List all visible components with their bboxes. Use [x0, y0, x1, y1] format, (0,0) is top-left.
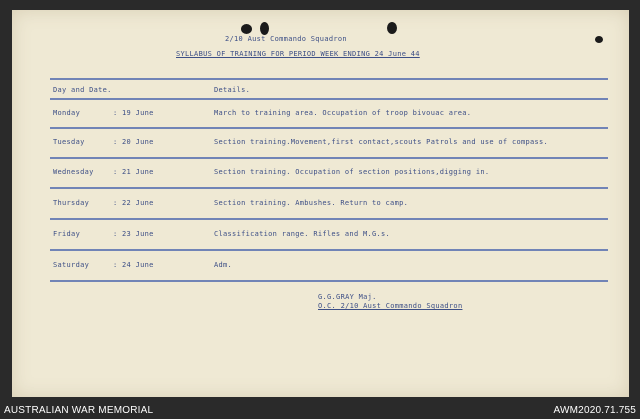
table-rule	[50, 127, 608, 129]
row-day: Saturday	[53, 261, 90, 269]
header-day-date: Day and Date.	[53, 86, 112, 94]
table-rule	[50, 218, 608, 220]
footer-institution: AUSTRALIAN WAR MEMORIAL	[4, 405, 154, 416]
document-subtitle: SYLLABUS OF TRAINING FOR PERIOD WEEK ENDING 24 June 44	[176, 50, 420, 58]
document-page	[12, 10, 629, 397]
row-day: Friday	[53, 230, 81, 238]
table-rule	[50, 98, 608, 100]
row-day: Tuesday	[53, 138, 85, 146]
row-details: Section training. Ambushes. Return to camp.	[214, 199, 409, 207]
signature-title: O.C. 2/10 Aust Commando Squadron	[318, 302, 463, 310]
header-details: Details.	[214, 86, 251, 94]
table-rule	[50, 280, 608, 282]
row-details: Classification range. Rifles and M.G.s.	[214, 230, 391, 238]
row-day: Monday	[53, 109, 81, 117]
punch-hole	[260, 22, 269, 35]
row-date: : 22 June	[113, 199, 154, 207]
punch-hole	[387, 22, 397, 34]
row-details: Section training.Movement,first contact,scouts Patrols and use of compass.	[214, 138, 549, 146]
row-details: Section training. Occupation of section positions,digging in.	[214, 168, 490, 176]
footer-catalogue-id: AWM2020.71.755	[553, 405, 636, 416]
row-date: : 20 June	[113, 138, 154, 146]
row-day: Wednesday	[53, 168, 94, 176]
row-details: Adm.	[214, 261, 233, 269]
punch-hole	[595, 36, 603, 43]
signature-name: G.G.GRAY Maj.	[318, 293, 377, 301]
row-date: : 23 June	[113, 230, 154, 238]
table-rule	[50, 78, 608, 80]
row-date: : 19 June	[113, 109, 154, 117]
row-date: : 21 June	[113, 168, 154, 176]
table-rule	[50, 187, 608, 189]
table-rule	[50, 249, 608, 251]
row-details: March to training area. Occupation of troop bivouac area.	[214, 109, 472, 117]
row-day: Thursday	[53, 199, 90, 207]
table-rule	[50, 157, 608, 159]
punch-hole	[241, 24, 252, 34]
document-title: 2/10 Aust Commando Squadron	[225, 35, 347, 43]
row-date: : 24 June	[113, 261, 154, 269]
